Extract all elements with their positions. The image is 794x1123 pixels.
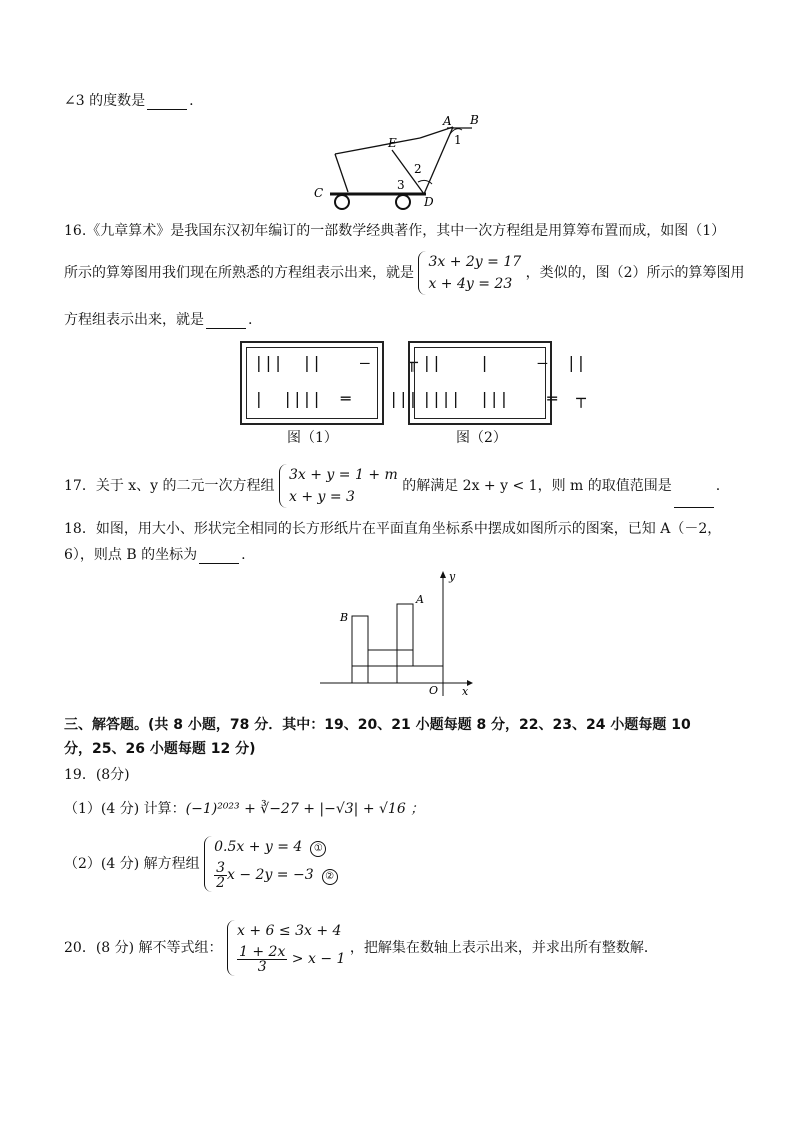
- section3-header-line1: 三、解答题。(共 8 小题，78 分．其中：19、20、21 小题每题 8 分，22、23、24 小题每题 10: [64, 717, 691, 733]
- q18-line2-before: 6），则点 B 的坐标为: [64, 547, 198, 563]
- q19-eq2-mark: ②: [322, 869, 338, 885]
- q16-line2: [64, 251, 745, 295]
- q15-period: .: [189, 93, 194, 109]
- q17-middle: 的解满足 2x + y < 1，则 m 的取值范围是: [402, 478, 672, 494]
- q17-eq2: x + y = 3: [288, 489, 355, 505]
- q19-eq2: [214, 858, 338, 892]
- fig15-label-C: C: [314, 186, 324, 200]
- q16-equation-system: [418, 251, 521, 295]
- fig18-label-B: B: [340, 611, 349, 624]
- fig15-left-edge: [335, 154, 348, 192]
- fig15-label-D: D: [424, 195, 434, 209]
- fig2-caption: 图（2）: [456, 430, 507, 446]
- counting-rod-figure-2: [408, 341, 586, 425]
- fig15-label-2: 2: [414, 162, 422, 176]
- q20-ineq1: x + 6 ≤ 3x + 4: [237, 923, 342, 939]
- q20-ineq2-fraction: [237, 945, 287, 974]
- fig18-rect-B: [352, 616, 368, 683]
- fig18-label-y: y: [449, 570, 456, 583]
- q19-equation-system: [204, 836, 338, 892]
- q16-eq2: x + 4y = 23: [428, 276, 513, 292]
- fig18-label-O: O: [429, 684, 439, 697]
- fig15-wheel-right: [396, 195, 410, 209]
- q16-line2-after: ，类似的，图（2）所示的算筹图用: [525, 265, 745, 281]
- q18-answer-blank: [199, 549, 239, 564]
- fig15-label-B: B: [470, 113, 479, 127]
- q19-header: 19．(8分): [64, 767, 130, 783]
- fig15-label-A: A: [443, 114, 452, 128]
- fig18-rect-bottom-right: [397, 666, 443, 683]
- q16-line1: 16.《九章算术》是我国东汉初年编订的一部数学经典著作，其中一次方程组是用算筹布置而成，如图（1）: [64, 223, 726, 239]
- q18-line2: [64, 546, 246, 564]
- q16-line3-before: 方程组表示出来，就是: [64, 312, 204, 328]
- fig1-caption: 图（1）: [287, 430, 338, 446]
- q17-equation-system: [279, 464, 398, 508]
- fig15-handle: [424, 127, 453, 194]
- fig2-row2: |||| ||| ═ ┬: [422, 389, 586, 408]
- q20-ineq2-numerator: 1 + 2x: [239, 943, 286, 960]
- fig2-row1: || | — ||: [422, 353, 586, 372]
- q19-eq2-fraction: [214, 861, 227, 890]
- fig1-row1: ||| || — ╥: [254, 353, 418, 372]
- fig15-label-E: E: [388, 136, 397, 150]
- fig15-label-1: 1: [454, 133, 462, 147]
- fig18-y-arrow: [440, 571, 446, 578]
- q17-period: .: [715, 478, 721, 494]
- q20-ineq2-denominator: 3: [257, 958, 267, 975]
- counting-rod-figure-1: [240, 341, 418, 425]
- q20-line: [64, 920, 658, 976]
- q19-eq2-rest: x − 2y = −3: [227, 867, 314, 883]
- q16-line2-before: 所示的算筹图用我们现在所熟悉的方程组表示出来，就是: [64, 265, 414, 281]
- q19-part1-label: （1）(4 分) 计算：: [64, 801, 186, 817]
- figure-15-cart: [300, 110, 500, 210]
- fig15-label-3: 3: [397, 178, 405, 192]
- q18-line1: 18．如图，用大小、形状完全相同的长方形纸片在平面直角坐标系中摆成如图所示的图案，已知 A（－2，: [64, 521, 722, 537]
- q19-eq1-text: 0.5x + y = 4: [214, 839, 303, 855]
- q20-inequality-system: [227, 920, 345, 976]
- figure-18-coordinate: [315, 568, 475, 698]
- q17-before: 17．关于 x、y 的二元一次方程组: [64, 478, 275, 494]
- q16-line3: [64, 311, 252, 329]
- fig15-wheel-left: [335, 195, 349, 209]
- q15-text: ∠3 的度数是: [64, 93, 146, 109]
- fig18-rect-A: [397, 604, 413, 666]
- fig15-top-edge: [335, 138, 420, 154]
- q17-answer-blank: [674, 493, 714, 508]
- fig18-rect-mid: [368, 650, 413, 666]
- q16-eq1: 3x + 2y = 17: [428, 254, 522, 270]
- q19-part2: [64, 836, 338, 892]
- q15-line: [64, 92, 194, 110]
- q15-answer-blank: [147, 95, 187, 110]
- q20-ineq2-rest: > x − 1: [291, 951, 346, 967]
- q18-period: .: [241, 547, 246, 563]
- fig18-rect-bottom-left: [352, 666, 397, 683]
- q19-eq1-mark: ①: [310, 841, 326, 857]
- q17-line: [64, 464, 720, 508]
- q16-answer-blank: [206, 314, 246, 329]
- q19-part2-label: （2）(4 分) 解方程组: [64, 856, 200, 872]
- q19-eq1: [214, 836, 338, 858]
- q20-label: 20．(8 分) 解不等式组：: [64, 940, 223, 956]
- q20-after: ，把解集在数轴上表示出来，并求出所有整数解．: [349, 940, 658, 956]
- q20-ineq2: [237, 942, 345, 976]
- section3-header-line2: 分，25、26 小题每题 12 分): [64, 741, 256, 757]
- fig18-label-A: A: [416, 593, 424, 606]
- q19-eq2-denominator: 2: [216, 874, 226, 891]
- fig1-row2: | |||| ═ |||: [254, 389, 418, 408]
- q17-eq1: 3x + y = 1 + m: [288, 467, 398, 483]
- q19-part1: [64, 800, 424, 818]
- q19-eq2-numerator: 3: [216, 859, 226, 876]
- q19-part1-expression: (−1)²⁰²³ + ∛−27 + |−√3| + √16 ；: [185, 801, 425, 817]
- q16-line3-period: .: [248, 312, 253, 328]
- fig18-label-x: x: [462, 685, 469, 698]
